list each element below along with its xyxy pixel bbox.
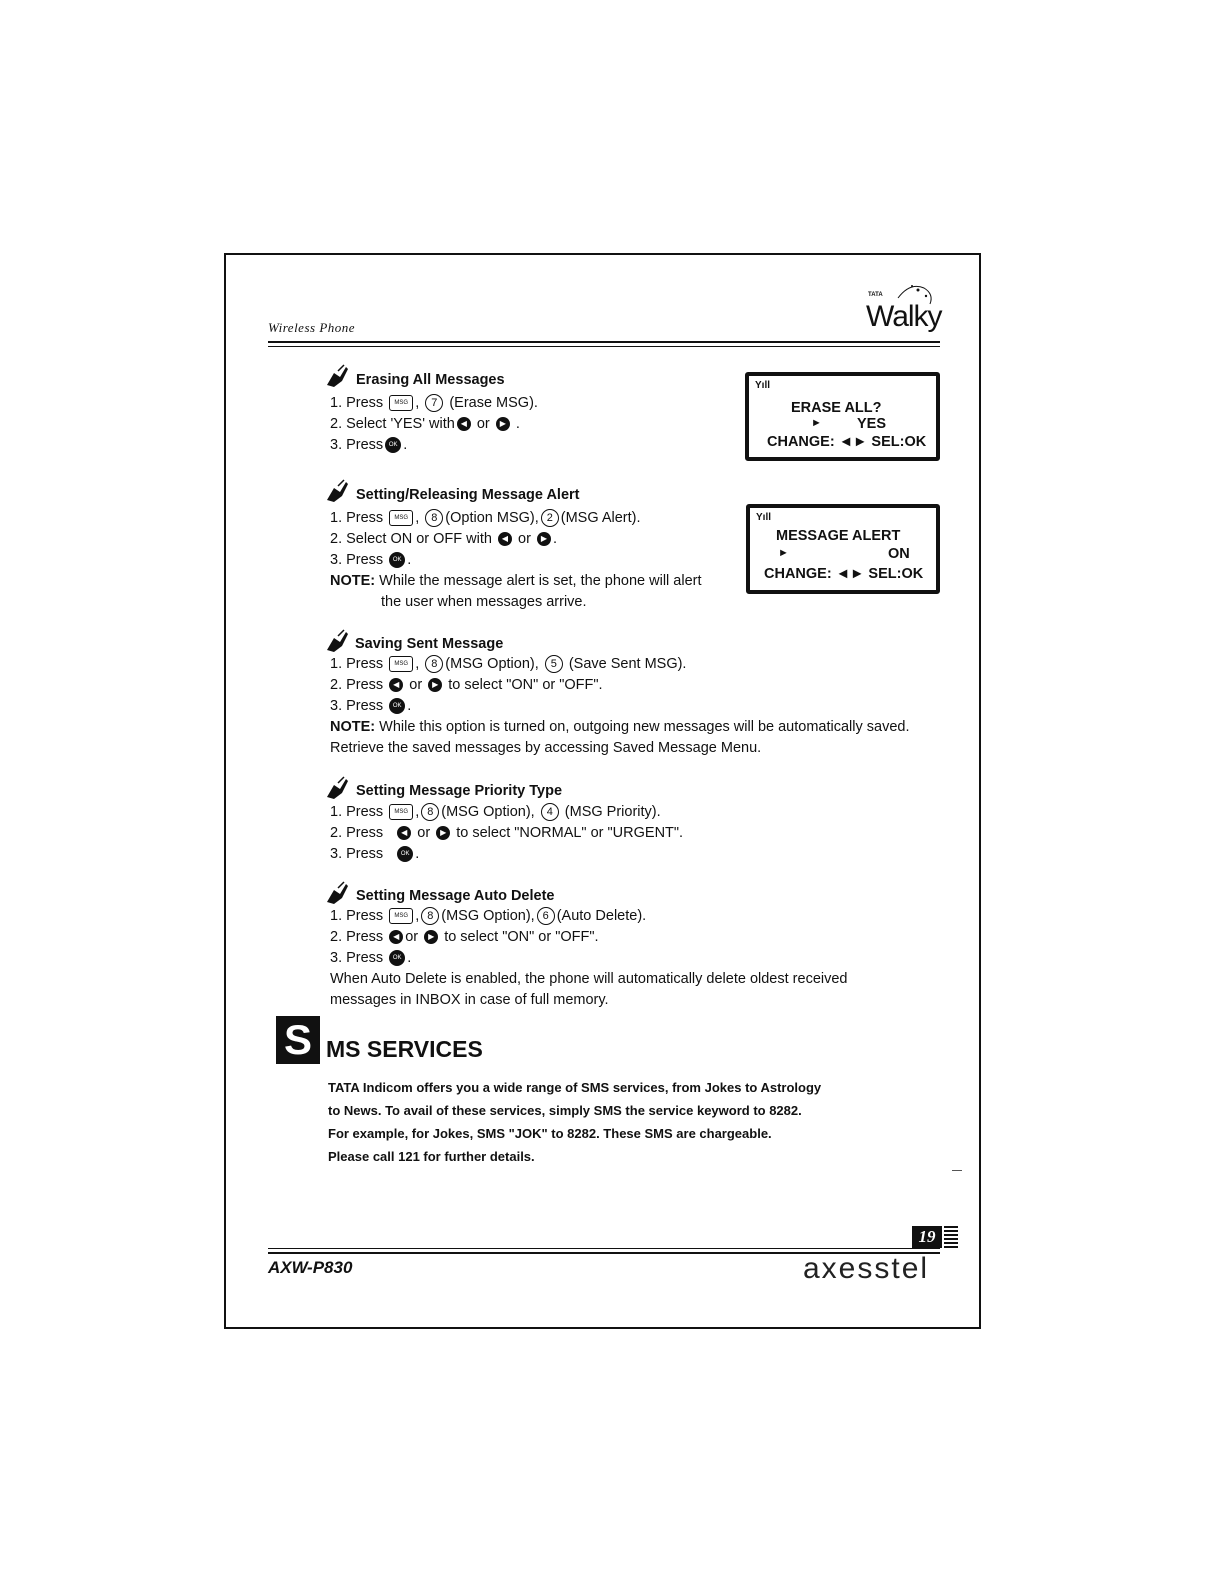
right-arrow-icon: ▶ bbox=[424, 930, 438, 944]
header-rule bbox=[268, 341, 940, 343]
key-8-icon: 8 bbox=[421, 907, 439, 925]
key-4-icon: 4 bbox=[541, 803, 559, 821]
step-2: 2. Select ON or OFF with ◀ or ▶ . bbox=[330, 531, 557, 547]
msg-key-icon: MSG bbox=[389, 656, 413, 672]
screen-line-1: ERASE ALL? bbox=[791, 400, 882, 416]
left-arrow-icon: ◀ bbox=[389, 930, 403, 944]
screen-arrow: ► bbox=[778, 547, 789, 559]
left-arrow-icon: ◀ bbox=[457, 417, 471, 431]
footer-rule-thin bbox=[268, 1248, 940, 1249]
left-arrow-icon: ◀ bbox=[389, 678, 403, 692]
step-1: 1. Press MSG , 7 (Erase MSG). bbox=[330, 395, 538, 411]
brand-logo: axesstel bbox=[803, 1252, 930, 1285]
step-3: 3. Press OK . bbox=[330, 437, 408, 453]
key-5-icon: 5 bbox=[545, 655, 563, 673]
message-alert-screen bbox=[746, 504, 940, 594]
section-heading-msg-alert: Setting/Releasing Message Alert bbox=[356, 487, 580, 503]
right-arrow-icon: ▶ bbox=[496, 417, 510, 431]
step-1: 1. Press MSG , 8 (Option MSG), 2 (MSG Alert). bbox=[330, 510, 641, 526]
logo-word: Walky bbox=[866, 300, 942, 333]
key-8-icon: 8 bbox=[421, 803, 439, 821]
phone-hand-icon bbox=[324, 363, 350, 389]
ok-key-icon: OK bbox=[389, 552, 405, 568]
body-line-2: messages in INBOX in case of full memory. bbox=[330, 992, 609, 1008]
screen-footer: CHANGE: ◄► SEL:OK bbox=[764, 566, 924, 582]
left-arrow-icon: ◀ bbox=[397, 826, 411, 840]
key-8-icon: 8 bbox=[425, 655, 443, 673]
sms-line-3: For example, for Jokes, SMS "JOK" to 8282. These SMS are chargeable. bbox=[328, 1126, 772, 1141]
margin-tick bbox=[952, 1170, 962, 1171]
screen-footer: CHANGE: ◄► SEL:OK bbox=[767, 434, 927, 450]
ok-key-icon: OK bbox=[389, 698, 405, 714]
note-continued: Retrieve the saved messages by accessing Saved Message Menu. bbox=[330, 740, 762, 756]
msg-key-icon: MSG bbox=[389, 908, 413, 924]
step-1: 1. Press MSG , 8 (MSG Option), 5 (Save Sent MSG). bbox=[330, 656, 687, 672]
right-arrow-icon: ▶ bbox=[436, 826, 450, 840]
body-line-1: When Auto Delete is enabled, the phone will automatically delete oldest received bbox=[330, 971, 848, 987]
section-heading-auto-delete: Setting Message Auto Delete bbox=[356, 888, 555, 904]
phone-hand-icon bbox=[324, 628, 350, 654]
right-arrow-icon: ▶ bbox=[537, 532, 551, 546]
step-2: 2. Press ◀ or ▶ to select "NORMAL" or "URGENT". bbox=[330, 825, 684, 841]
phone-hand-icon bbox=[324, 880, 350, 906]
step-1: 1. Press MSG , 8 (MSG Option), 6 (Auto Delete). bbox=[330, 908, 647, 924]
page-number-hatch bbox=[944, 1226, 958, 1248]
step-3: 3. Press OK . bbox=[330, 950, 412, 966]
ok-key-icon: OK bbox=[389, 950, 405, 966]
model-number: AXW-P830 bbox=[268, 1258, 353, 1277]
ok-key-icon: OK bbox=[397, 846, 413, 862]
section-heading-erase-all: Erasing All Messages bbox=[356, 372, 505, 388]
ok-key-icon: OK bbox=[385, 437, 401, 453]
sms-line-2: to News. To avail of these services, simply SMS the service keyword to 8282. bbox=[328, 1103, 802, 1118]
note: NOTE: While this option is turned on, outgoing new messages will be automatically saved. bbox=[330, 719, 910, 735]
sms-body bbox=[328, 1076, 821, 1168]
step-2: 2. Select 'YES' with ◀ or ▶ . bbox=[330, 416, 520, 432]
screen-value: ON bbox=[888, 546, 910, 562]
section-msg-alert bbox=[330, 508, 702, 613]
screen-line-1: MESSAGE ALERT bbox=[776, 528, 901, 544]
key-2-icon: 2 bbox=[541, 509, 559, 527]
section-priority bbox=[330, 802, 683, 865]
step-2: 2. Press ◀ or ▶ to select "ON" or "OFF". bbox=[330, 929, 599, 945]
logo-brand: TATA bbox=[868, 292, 883, 298]
sms-badge: S bbox=[276, 1016, 320, 1064]
sms-title: MS SERVICES bbox=[326, 1036, 483, 1062]
header-rule-thin bbox=[268, 346, 940, 347]
step-3: 3. Press OK . bbox=[330, 552, 412, 568]
step-2: 2. Press ◀ or ▶ to select "ON" or "OFF". bbox=[330, 677, 603, 693]
signal-icon: Yıll bbox=[756, 512, 772, 523]
screen-value: YES bbox=[857, 416, 887, 432]
erase-all-screen bbox=[745, 372, 940, 461]
key-6-icon: 6 bbox=[537, 907, 555, 925]
left-arrow-icon: ◀ bbox=[498, 532, 512, 546]
phone-hand-icon bbox=[324, 775, 350, 801]
msg-key-icon: MSG bbox=[389, 510, 413, 526]
step-1: 1. Press MSG , 8 (MSG Option), 4 (MSG Priority). bbox=[330, 804, 661, 820]
signal-icon: Yıll bbox=[755, 380, 771, 391]
section-heading-save-sent: Saving Sent Message bbox=[355, 636, 504, 652]
step-3: 3. Press OK . bbox=[330, 846, 420, 862]
note: NOTE: While the message alert is set, the phone will alert bbox=[330, 573, 702, 589]
key-7-icon: 7 bbox=[425, 394, 443, 412]
sms-line-1: TATA Indicom offers you a wide range of SMS services, from Jokes to Astrology bbox=[328, 1080, 822, 1095]
screen-arrow: ► bbox=[811, 417, 822, 429]
phone-hand-icon bbox=[324, 478, 350, 504]
note-continued: the user when messages arrive. bbox=[381, 594, 587, 610]
step-3: 3. Press OK . bbox=[330, 698, 412, 714]
section-heading-priority: Setting Message Priority Type bbox=[356, 783, 563, 799]
section-erase-all bbox=[330, 393, 538, 456]
page-number: 19 bbox=[912, 1226, 942, 1248]
section-save-sent bbox=[330, 654, 909, 759]
sms-line-4: Please call 121 for further details. bbox=[328, 1149, 535, 1164]
section-auto-delete bbox=[330, 906, 847, 1011]
msg-key-icon: MSG bbox=[389, 395, 413, 411]
right-arrow-icon: ▶ bbox=[428, 678, 442, 692]
header-title: Wireless Phone bbox=[268, 320, 356, 335]
key-8-icon: 8 bbox=[425, 509, 443, 527]
msg-key-icon: MSG bbox=[389, 804, 413, 820]
